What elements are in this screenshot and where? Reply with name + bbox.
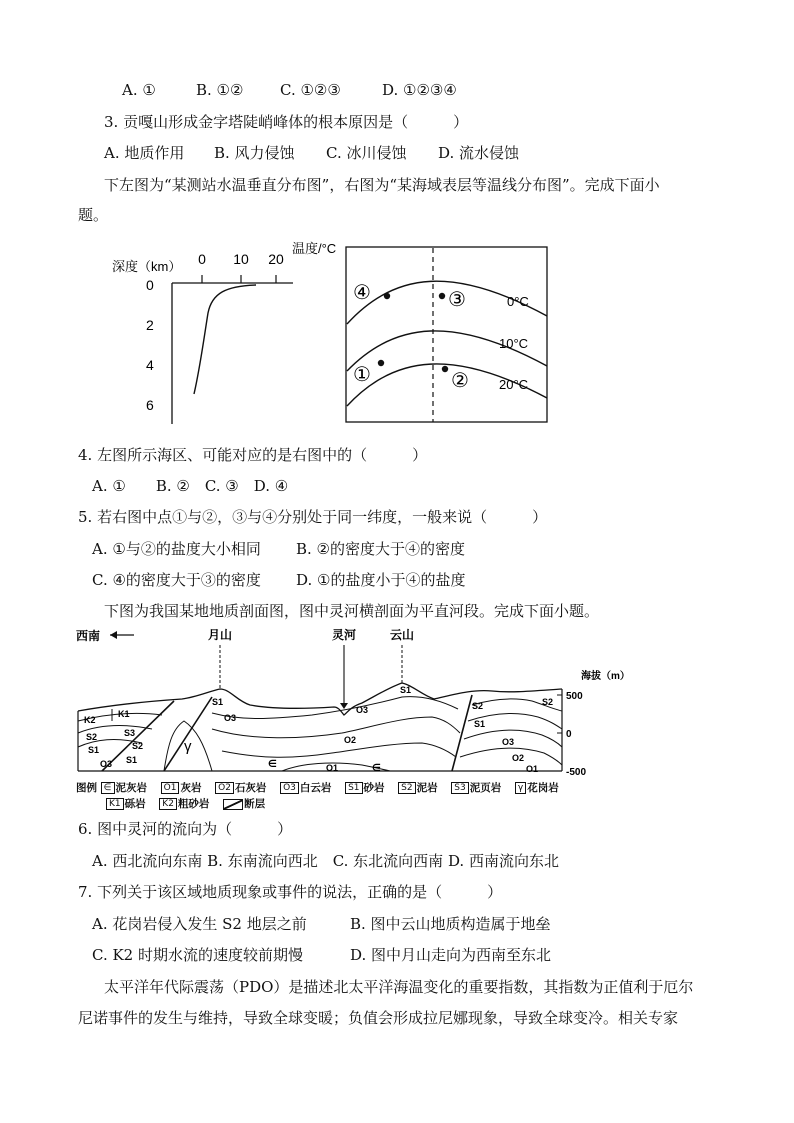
legend-row-1: 图例 ∈ 泥灰岩 O1 灰岩 O2 石灰岩 O3 白云岩 S1 砂岩 S2 泥岩 S3 泥页岩 γ 花岗岩 (76, 782, 559, 794)
svg-text:S2: S2 (472, 701, 484, 711)
q3-stem: 3. 贡嘎山形成金字塔陡峭峰体的根本原因是（ ） (104, 113, 469, 131)
geologic-cross-section (72, 625, 630, 783)
svg-text:O3: O3 (100, 759, 113, 769)
svg-text:O2: O2 (344, 735, 357, 745)
svg-text:O3: O3 (356, 705, 369, 715)
q5-option-b: B. ②的密度大于④的密度 (296, 540, 466, 558)
svg-text:S1: S1 (126, 755, 138, 765)
fault-symbol (223, 799, 243, 810)
y-tick-0: 0 (146, 277, 154, 293)
direction-label: 西南 (76, 629, 101, 643)
q7-option-c: C. K2 时期水流的速度较前期慢 (92, 946, 303, 964)
point-3-label: ③ (448, 289, 466, 311)
q5-option-c: C. ④的密度大于③的密度 (92, 571, 261, 589)
q6-stem: 6. 图中灵河的流向为（ ） (78, 820, 293, 838)
point-4-dot (384, 293, 390, 299)
svg-text:∈: ∈ (372, 763, 381, 774)
temperature-curve (194, 285, 256, 394)
q3-option-b: B. 风力侵蚀 (214, 144, 295, 162)
q2-option-c: C. ①②③ (280, 81, 341, 99)
svg-text:S3: S3 (124, 728, 136, 738)
svg-text:O1: O1 (326, 763, 339, 773)
intro2: 下图为我国某地地质剖面图，图中灵河横剖面为平直河段。完成下面小题。 (104, 602, 600, 620)
legend-row-2: K1 砾岩 K2 粗砂岩 断层 (106, 797, 275, 811)
svg-text:S2: S2 (542, 697, 554, 707)
q3-option-d: D. 流水侵蚀 (438, 144, 520, 162)
isotherm-20c-label: 20°C (499, 377, 529, 392)
y-tick-6: 6 (146, 397, 154, 413)
granite-symbol: γ (184, 738, 192, 755)
isotherm-10c-label: 10°C (499, 336, 529, 351)
temp-axis-label: 温度/°C (292, 241, 337, 256)
q5-stem: 5. 若右图中点①与②，③与④分别处于同一纬度，一般来说（ ） (78, 508, 548, 526)
y-tick-4: 4 (146, 357, 154, 373)
svg-text:0: 0 (566, 729, 572, 740)
svg-text:S2: S2 (86, 732, 98, 742)
para-line1: 太平洋年代际震荡（PDO）是描述北太平洋海温变化的重要指数，其指数为正值利于厄尔 (104, 978, 694, 996)
svg-text:S2: S2 (132, 741, 144, 751)
intro1-line2: 题。 (78, 206, 109, 224)
q2-option-b: B. ①② (196, 81, 244, 99)
svg-text:S1: S1 (474, 719, 486, 729)
point-1-dot (378, 360, 384, 366)
svg-text:K2: K2 (84, 715, 96, 725)
svg-text:S1: S1 (400, 685, 412, 695)
point-4-label: ④ (353, 282, 371, 304)
yue-mountain-label: 月山 (208, 628, 233, 642)
q3-option-a: A. 地质作用 (104, 144, 185, 162)
svg-text:-500: -500 (566, 767, 587, 778)
altitude-label: 海拔（m） (581, 671, 630, 682)
depth-axis-label: 深度（km） (112, 259, 182, 274)
svg-text:S1: S1 (88, 745, 100, 755)
svg-text:O3: O3 (502, 737, 515, 747)
water-temp-profile-chart (108, 238, 353, 428)
svg-text:500: 500 (566, 691, 583, 702)
svg-text:K1: K1 (118, 709, 130, 719)
point-2-dot (442, 366, 448, 372)
q2-option-a: A. ① (122, 81, 156, 99)
svg-text:O2: O2 (512, 753, 525, 763)
point-1-label: ① (353, 364, 371, 386)
q2-option-d: D. ①②③④ (382, 81, 457, 99)
x-tick-0: 0 (198, 251, 206, 267)
intro1-line1: 下左图为“某测站水温垂直分布图”，右图为“某海域表层等温线分布图”。完成下面小 (104, 176, 660, 194)
x-tick-10: 10 (233, 251, 249, 267)
point-3-dot (439, 293, 445, 299)
svg-text:O1: O1 (526, 764, 539, 774)
q3-option-c: C. 冰川侵蚀 (326, 144, 407, 162)
q6-options: A. 西北流向东南 B. 东南流向西北 C. 东北流向西南 D. 西南流向东北 (92, 852, 559, 870)
isotherm-map (345, 246, 550, 426)
point-2-label: ② (451, 370, 469, 392)
q7-option-a: A. 花岗岩侵入发生 S2 地层之前 (92, 915, 307, 933)
q4-options: A. ① B. ② C. ③ D. ④ (92, 477, 289, 495)
q5-option-d: D. ①的盐度小于④的盐度 (296, 571, 466, 589)
isotherm-0c-label: 0°C (507, 294, 529, 309)
q5-option-a: A. ①与②的盐度大小相同 (92, 540, 261, 558)
q7-stem: 7. 下列关于该区域地质现象或事件的说法，正确的是（ ） (78, 883, 503, 901)
y-tick-2: 2 (146, 317, 154, 333)
q7-option-b: B. 图中云山地质构造属于地垒 (350, 915, 551, 933)
svg-text:S1: S1 (212, 697, 224, 707)
svg-text:O3: O3 (224, 713, 237, 723)
q4-stem: 4. 左图所示海区、可能对应的是右图中的（ ） (78, 446, 428, 464)
ling-river-label: 灵河 (332, 628, 357, 642)
x-tick-20: 20 (268, 251, 284, 267)
yun-mountain-label: 云山 (390, 628, 415, 642)
q7-option-d: D. 图中月山走向为西南至东北 (350, 946, 552, 964)
para-line2: 尼诺事件的发生与维持，导致全球变暖；负值会形成拉尼娜现象，导致全球变冷。相关专家 (78, 1009, 679, 1027)
svg-text:∈: ∈ (268, 759, 277, 770)
